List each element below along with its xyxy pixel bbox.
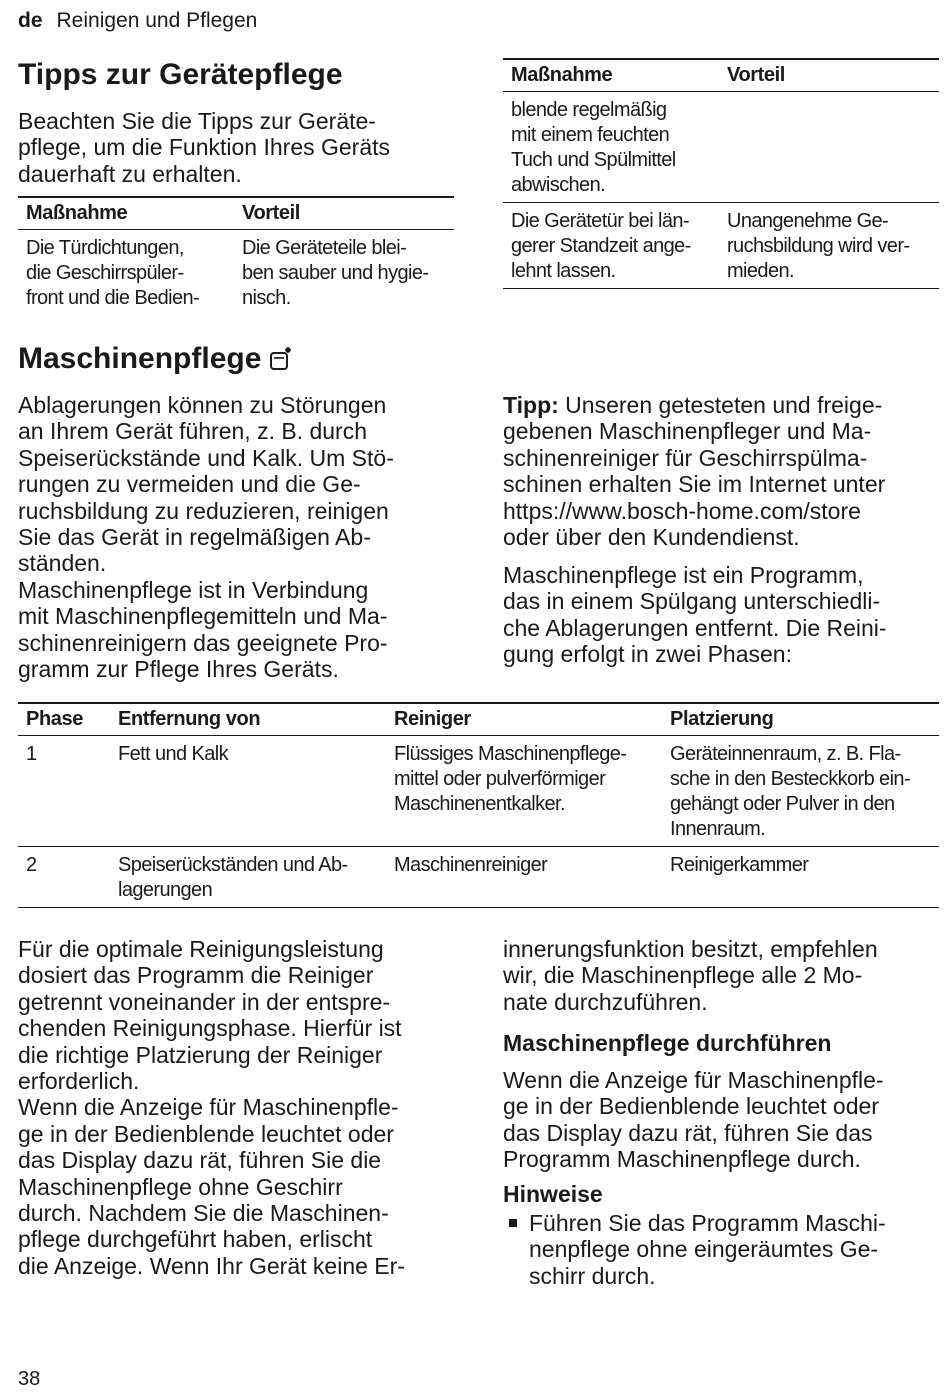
page-number: 38 [18, 1368, 41, 1390]
bullet-icon [509, 1219, 517, 1227]
table-cell: Geräteinnenraum, z. B. Fla- sche in den Besteckkorb ein- gehängt oder Pulver in den Innenraum. [662, 736, 939, 847]
table-row [18, 847, 939, 908]
table-cell: 1 [18, 736, 110, 847]
tipps-table-part1 [18, 196, 454, 315]
table-cell: Die Geräteteile blei- ben sauber und hygie- nisch. [242, 237, 429, 309]
table-cell [719, 92, 939, 203]
table-cell: Speiserückständen und Ab- lagerungen [110, 847, 386, 908]
durchfuehren-text: Wenn die Anzeige für Maschinenpfle- ge in der Bedienblende leuchtet oder das Display dazu rät, führen Sie das Programm Maschinenpflege durch. [503, 1067, 884, 1173]
table-cell: Die Gerätetür bei län- gerer Standzeit ange- lehnt lassen. [503, 203, 719, 289]
column-header: Platzierung [662, 703, 939, 736]
list-item: Führen Sie das Programm Maschi- nenpflege ohne eingeräumtes Ge- schirr durch. [503, 1210, 943, 1289]
program-paragraph: Maschinenpflege ist ein Programm, das in einem Spülgang unterschiedli- che Ablagerungen entfernt. Die Reini- gung erfolgt in zwei Phasen: [503, 562, 887, 668]
table-cell: Maschinenreiniger [386, 847, 662, 908]
tipp-paragraph: Tipp: Unseren getesteten und freige- gebenen Maschinenpfleger und Ma- schinenreiniger für Geschirrspülma- schinen erhalten Sie im Internet unter https://www.bosch-home.com/store oder über den Kundendienst. [503, 392, 943, 550]
table-row [18, 736, 939, 847]
tipp-label: Tipp: [503, 392, 559, 418]
column-header: Maßnahme [503, 59, 719, 92]
tipps-intro: Beachten Sie die Tipps zur Geräte- pflege, um die Funktion Ihres Geräts dauerhaft zu erhalten. [18, 108, 391, 187]
column-header: Vorteil [719, 59, 939, 92]
table-cell: Die Türdichtungen, die Geschirrspüler- front und die Bedien- [26, 237, 200, 309]
language-code: de [18, 9, 43, 32]
durchfuehren-heading: Maschinenpflege durchführen [503, 1030, 832, 1056]
maschinenpflege-text: Ablagerungen können zu Störungen an Ihrem Gerät führen, z. B. durch Speiserückstände und Kalk. Um Stö- rungen zu vermeiden und die Ge- ruchsbildung zu reduzieren, reinigen Sie das Gerät in regelmäßigen Ab- ständen. Maschinenpflege ist in Verbindung mit Maschinenpflegemitteln und Ma- schinenreinigern das geeignete Pro- gramm zur Pflege Ihres Geräts. [18, 392, 394, 683]
column-header: Vorteil [234, 197, 454, 230]
table-cell: Reinigerkammer [662, 847, 939, 908]
hinweise-heading: Hinweise [503, 1181, 603, 1207]
table-row [503, 203, 939, 289]
store-link[interactable]: https://www.bosch-home.com/store [503, 497, 861, 524]
table-cell: 2 [18, 847, 110, 908]
maschinenpflege-heading: Maschinenpflege [18, 340, 295, 378]
column-header: Maßnahme [18, 197, 234, 230]
machine-care-icon [269, 345, 295, 373]
column-header: Entfernung von [110, 703, 386, 736]
page-header [18, 8, 257, 34]
continuation-text: innerungsfunktion besitzt, empfehlen wir, die Maschinenpflege alle 2 Mo- nate durchzuführen. [503, 936, 878, 1015]
section-title: Reinigen und Pflegen [56, 9, 258, 32]
table-row [18, 230, 454, 316]
table-row [503, 92, 939, 203]
table-cell: blende regelmäßig mit einem feuchten Tuch und Spülmittel abwischen. [503, 92, 719, 203]
table-cell: Flüssiges Maschinenpflege- mittel oder pulverförmiger Maschinenentkalker. [386, 736, 662, 847]
table-cell: Fett und Kalk [110, 736, 386, 847]
phases-table [18, 702, 939, 908]
tipps-heading: Tipps zur Gerätepflege [18, 58, 343, 91]
table-cell: Unangenehme Ge- ruchsbildung wird ver- mieden. [719, 203, 939, 289]
cleaning-text: Für die optimale Reinigungsleistung dosiert das Programm die Reiniger getrennt voneinander in der entspre- chenden Reinigungsphase. Hierfür ist die richtige Platzierung der Reiniger erforderlich. Wenn die Anzeige für Maschinenpfle- ge in der Bedienblende leuchtet oder das Display dazu rät, führen Sie die Maschinenpflege ohne Geschirr durch. Nachdem Sie die Maschinen- pflege durchgeführt haben, erlischt die Anzeige. Wenn Ihr Gerät keine Er- [18, 936, 405, 1279]
column-header: Reiniger [386, 703, 662, 736]
column-header: Phase [18, 703, 110, 736]
tipps-table-part2 [503, 58, 939, 289]
